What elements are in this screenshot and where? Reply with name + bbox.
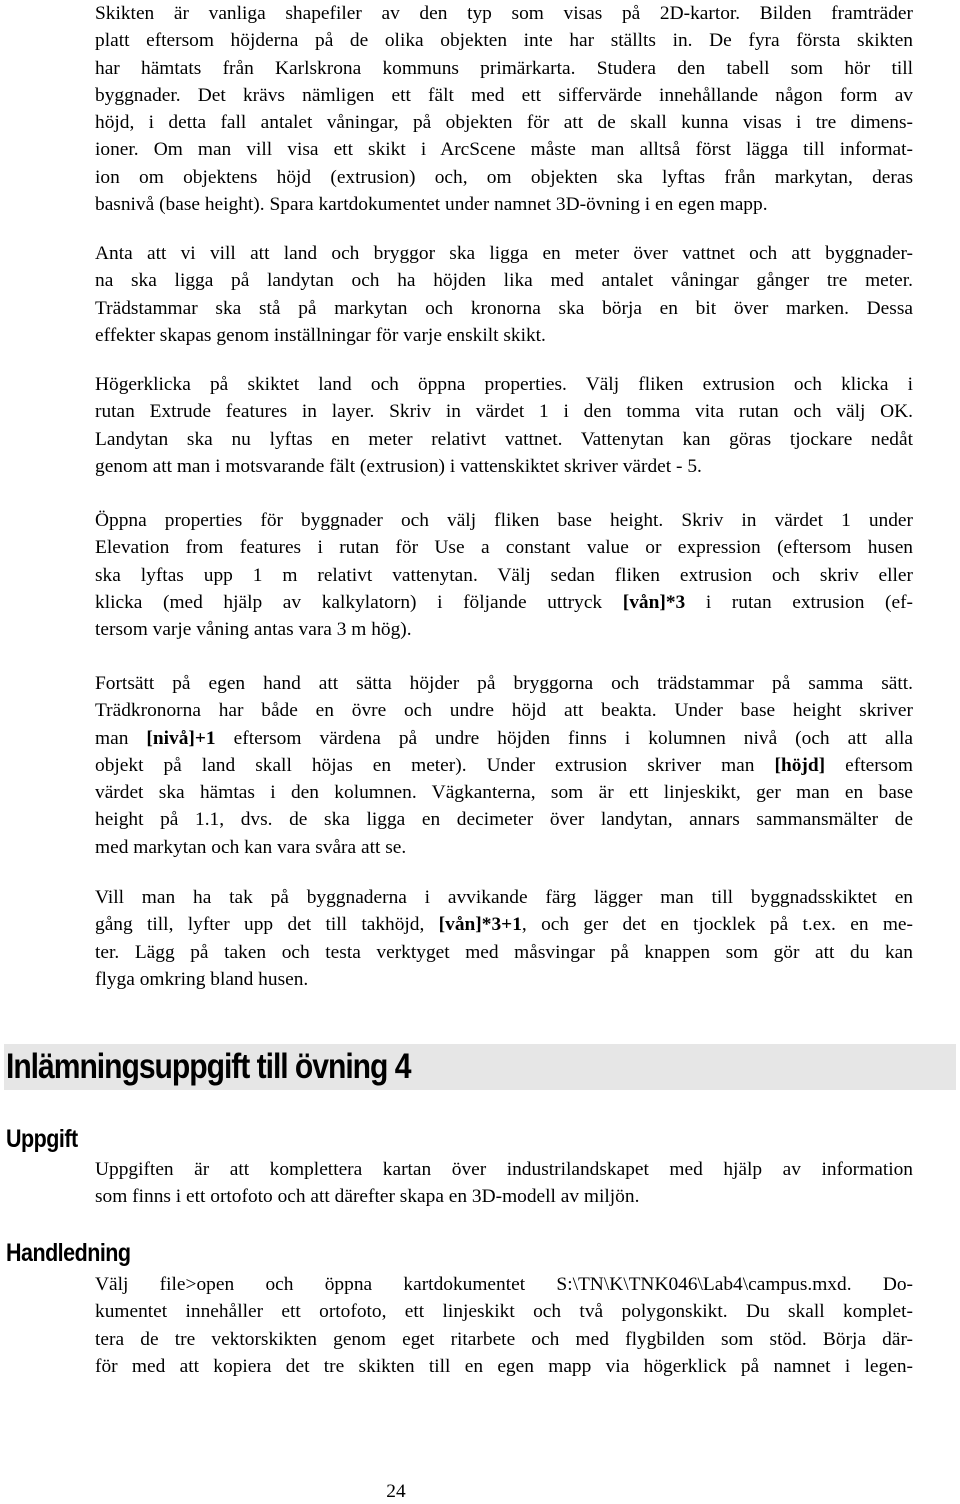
text-line: ska lyftas upp 1 m relativt vattenytan. Välj sedan fliken extrusion och skriv eller <box>95 564 913 586</box>
text-line: basnivå (base height). Spara kartdokumentet under namnet 3D-övning i en egen mapp. <box>95 194 768 216</box>
text-line: Uppgiften är att komplettera kartan över industrilandskapet med hjälp av information <box>95 1159 913 1180</box>
text-line: Landytan ska nu lyftas en meter relativt vattnet. Vattenytan kan göras tjockare nedåt <box>95 428 913 450</box>
subheading-uppgift: Uppgift <box>6 1125 78 1153</box>
text-line: med markytan och kan vara svåra att se. <box>95 836 407 858</box>
text-line: har hämtats från Karlskrona kommuns primärkarta. Studera den tabell som hör till <box>95 57 913 79</box>
paragraph-intro <box>95 0 913 218</box>
text-line: Välj file>open och öppna kartdokumentet S:\TN\K\TNK046\Lab4\campus.mxd. Do- <box>95 1274 913 1295</box>
text-line: objekt på land skall höjas en meter). Under extrusion skriver man [höjd] eftersom <box>95 754 913 776</box>
paragraph-continue <box>95 670 913 861</box>
bold-expression: [höjd] <box>774 754 826 776</box>
text-line: rutan Extrude features in layer. Skriv in värdet 1 i den tomma vita rutan och välj OK. <box>95 401 913 423</box>
text-line: för med att kopiera det tre skikten till en egen mapp via högerklick på namnet i legen- <box>95 1355 913 1377</box>
text-line: man [nivå]+1 eftersom värdena på undre höjden finns i kolumnen nivå (och att alla <box>95 727 914 749</box>
bold-expression: [vån]*3+1 <box>438 914 522 936</box>
text-line: Skikten är vanliga shapefiler av den typ som visas på 2D-kartor. Bilden framträder <box>95 3 913 24</box>
bold-expression: [nivå]+1 <box>146 727 216 749</box>
section-heading: Inlämningsuppgift till övning 4 <box>6 1047 411 1086</box>
text-line: värdet ska hämtas i den kolumnen. Vägkanterna, som är ett linjeskikt, ger man en base <box>95 782 913 804</box>
text-line: na ska ligga på landytan och ha höjden lika med antalet våningar gånger tre meter. <box>95 270 913 292</box>
page-number: 24 <box>386 1481 406 1502</box>
text-line: tersom varje våning antas vara 3 m hög). <box>95 619 412 641</box>
text-line: Elevation from features i rutan för Use a constant value or expression (eftersom husen <box>95 537 913 559</box>
text-line: flyga omkring bland husen. <box>95 968 309 990</box>
paragraph-handledning <box>95 1271 913 1380</box>
paragraph-heights <box>95 240 913 349</box>
paragraph-land <box>95 371 913 480</box>
text-line: ion om objektens höjd (extrusion) och, om objekten ska lyftas från markytan, deras <box>95 166 913 188</box>
text-line: height på 1.1, dvs. de ska ligga en decimeter över landytan, annars sammansmälter de <box>95 809 913 831</box>
paragraph-uppgift <box>95 1156 913 1211</box>
subheading-handledning: Handledning <box>6 1239 131 1267</box>
paragraph-roofs <box>95 884 913 993</box>
text-line: Högerklicka på skiktet land och öppna properties. Välj fliken extrusion och klicka i <box>95 374 913 395</box>
text-line: Anta att vi vill att land och bryggor ska ligga en meter över vattnet och att byggnader- <box>95 243 913 264</box>
text-line: kumentet innehåller ett ortofoto, ett linjeskikt och två polygonskikt. Du skall komplet- <box>95 1301 913 1323</box>
text-line: gång till, lyfter upp det till takhöjd, [vån]*3+1, och ger det en tjocklek på t.ex. en me- <box>95 914 913 936</box>
text-line: tera de tre vektorskikten genom eget ritarbete och med flygbilden som stöd. Börja där- <box>95 1328 913 1350</box>
text-line: Trädkronorna har både en övre och undre höjd att beakta. Under base height skriver <box>95 700 913 722</box>
paragraph-buildings <box>95 507 913 643</box>
text-line: som finns i ett ortofoto och att därefter skapa en 3D-modell av miljön. <box>95 1186 640 1208</box>
text-line: höjd, i detta fall antalet våningar, på objekten för att de skall kunna visas i tre dimens- <box>95 112 913 134</box>
text-line: byggnader. Det krävs nämligen ett fält med ett siffervärde innehållande någon form av <box>95 84 913 106</box>
text-line: ioner. Om man vill visa ett skikt i ArcScene måste man alltså först lägga till informat- <box>95 139 913 161</box>
text-line: platt eftersom höjderna på de olika objekten inte har ställts in. De fyra första skikten <box>95 30 913 52</box>
text-line: Fortsätt på egen hand att sätta höjder på bryggorna och trädstammar på samma sätt. <box>95 673 913 694</box>
text-line: genom att man i motsvarande fält (extrusion) i vattenskiktet skriver värdet - 5. <box>95 455 702 477</box>
bold-expression: [vån]*3 <box>622 591 686 613</box>
text-line: Öppna properties för byggnader och välj fliken base height. Skriv in värdet 1 under <box>95 510 913 531</box>
text-line: Vill man ha tak på byggnaderna i avvikande färg lägger man till byggnadsskiktet en <box>95 887 913 908</box>
text-line: ter. Lägg på taken och testa verktyget med måsvingar på knappen som gör att du kan <box>95 941 913 963</box>
text-line: effekter skapas genom inställningar för varje enskilt skikt. <box>95 324 546 346</box>
text-line: Trädstammar ska stå på markytan och kronorna ska börja en bit över marken. Dessa <box>95 297 913 319</box>
text-line: klicka (med hjälp av kalkylatorn) i följande uttryck [vån]*3 i rutan extrusion (ef- <box>95 591 914 613</box>
